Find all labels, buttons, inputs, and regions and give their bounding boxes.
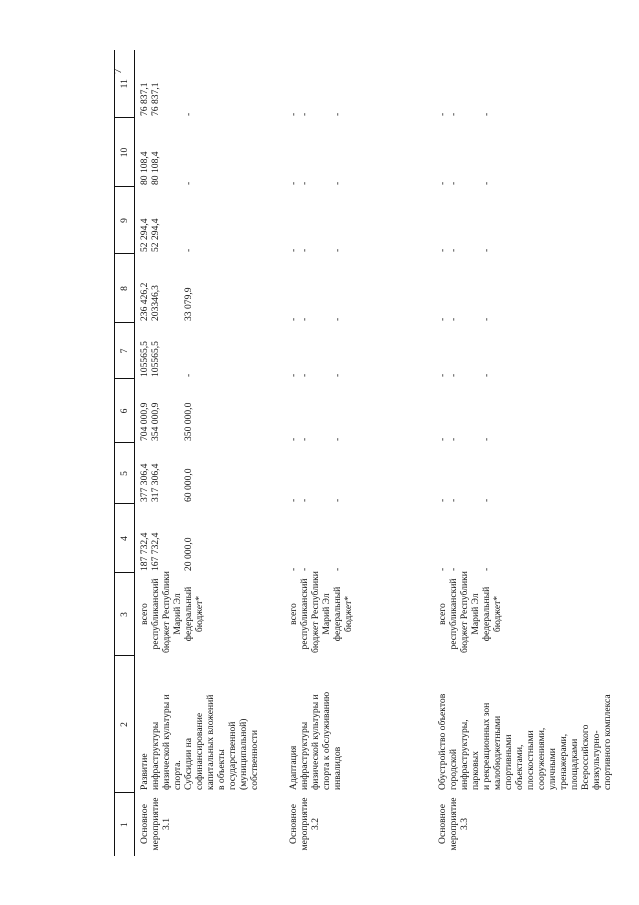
cell-line: - bbox=[332, 437, 344, 441]
cell-line: - bbox=[332, 181, 344, 185]
value-col-5 bbox=[284, 443, 433, 504]
cell-line: государственной bbox=[227, 721, 239, 790]
cell-line: - bbox=[299, 437, 311, 441]
cell-line: - bbox=[183, 373, 195, 377]
cell-line: всего bbox=[288, 603, 299, 625]
cell-line: 187 732,4 bbox=[139, 532, 150, 571]
cell-line: - bbox=[481, 373, 493, 377]
cell-line: Марий Эл bbox=[470, 593, 482, 635]
cell-line: - bbox=[448, 373, 460, 377]
cell-line: Основное bbox=[139, 804, 150, 844]
value-col-8 bbox=[135, 254, 285, 323]
cell-line: республиканский bbox=[448, 578, 460, 650]
cell-line: (муниципальной) bbox=[238, 718, 250, 790]
cell-line: объектами, bbox=[514, 744, 526, 790]
value-col-7 bbox=[135, 323, 285, 379]
cell-line: федеральный bbox=[183, 586, 195, 642]
activity-name bbox=[284, 793, 433, 856]
cell-line: 236 426,2 bbox=[139, 282, 150, 321]
cell-line: малобюджетными bbox=[492, 715, 504, 790]
cell-line: 60 000,0 bbox=[183, 468, 195, 502]
cell-line: - bbox=[288, 373, 299, 377]
cell-line: - bbox=[437, 248, 448, 252]
value-col-11 bbox=[284, 50, 433, 118]
column-header-10: 10 bbox=[115, 118, 135, 187]
cell-line: 80 108,4 bbox=[150, 151, 162, 185]
value-col-9 bbox=[433, 187, 614, 254]
cell-line: 3.1 bbox=[161, 818, 173, 830]
value-col-6 bbox=[135, 379, 285, 443]
cell-line: федеральный bbox=[332, 586, 344, 642]
cell-line: - bbox=[481, 248, 493, 252]
cell-line: 704 000,9 bbox=[139, 402, 150, 441]
table-row bbox=[433, 50, 614, 856]
cell-line: - bbox=[437, 567, 448, 571]
cell-line: - bbox=[437, 437, 448, 441]
cell-line: всего bbox=[437, 603, 448, 625]
value-col-7 bbox=[284, 323, 433, 379]
table-header bbox=[115, 50, 135, 856]
cell-line: тренажерами, bbox=[558, 733, 570, 790]
cell-line: - bbox=[481, 112, 493, 116]
cell-line: - bbox=[332, 567, 344, 571]
cell-line: - bbox=[437, 181, 448, 185]
cell-line: спортивного комплекса bbox=[602, 694, 614, 790]
cell-line: - bbox=[288, 181, 299, 185]
column-header-9: 9 bbox=[115, 187, 135, 254]
value-col-9 bbox=[284, 187, 433, 254]
value-col-10 bbox=[433, 118, 614, 187]
cell-line: 377 306,4 bbox=[139, 463, 150, 502]
cell-line: Адаптация bbox=[288, 745, 299, 790]
cell-line: - bbox=[332, 112, 344, 116]
cell-line: - bbox=[437, 112, 448, 116]
cell-line: - bbox=[448, 498, 460, 502]
cell-line: физической культуры и bbox=[161, 694, 173, 790]
cell-line: - bbox=[183, 248, 195, 252]
cell-line: республиканский bbox=[299, 578, 311, 650]
cell-line: Субсидии на bbox=[183, 737, 195, 790]
cell-line: - bbox=[288, 248, 299, 252]
cell-line: - bbox=[299, 112, 311, 116]
budget-table-rotated bbox=[114, 50, 639, 856]
cell-line: 76 837,1 bbox=[150, 82, 162, 116]
column-header-2: 2 bbox=[115, 656, 135, 793]
value-col-8 bbox=[433, 254, 614, 323]
value-col-9 bbox=[135, 187, 285, 254]
cell-line: физкультурно- bbox=[591, 730, 603, 790]
cell-line: 3.3 bbox=[459, 818, 471, 830]
cell-line: - bbox=[288, 437, 299, 441]
cell-line: в объекты bbox=[216, 749, 228, 790]
cell-line: софинансирование bbox=[194, 712, 206, 790]
column-header-8: 8 bbox=[115, 254, 135, 323]
cell-line: - bbox=[481, 437, 493, 441]
cell-line: и рекреационных зон bbox=[481, 702, 493, 790]
activity-name bbox=[433, 793, 614, 856]
cell-line: - bbox=[288, 317, 299, 321]
cell-line: 76 837,1 bbox=[139, 82, 150, 116]
cell-line: - bbox=[332, 317, 344, 321]
cell-line: - bbox=[183, 112, 195, 116]
cell-line: 20 000,0 bbox=[183, 537, 195, 571]
cell-line: 317 306,4 bbox=[150, 463, 162, 502]
cell-line: - bbox=[448, 112, 460, 116]
value-col-5 bbox=[135, 443, 285, 504]
cell-line: инфраструктуры bbox=[299, 721, 311, 790]
value-col-11 bbox=[433, 50, 614, 118]
table-row bbox=[135, 50, 285, 856]
value-col-4 bbox=[433, 504, 614, 573]
activity-name bbox=[135, 793, 285, 856]
activity-description bbox=[433, 656, 614, 793]
budget-table bbox=[114, 50, 614, 856]
value-col-5 bbox=[433, 443, 614, 504]
cell-line: - bbox=[288, 567, 299, 571]
cell-line: мероприятие bbox=[448, 797, 460, 851]
value-col-8 bbox=[284, 254, 433, 323]
cell-line: - bbox=[448, 181, 460, 185]
cell-line: спортивными bbox=[503, 734, 515, 790]
cell-line: - bbox=[299, 181, 311, 185]
value-col-6 bbox=[433, 379, 614, 443]
cell-line: мероприятие bbox=[299, 797, 311, 851]
cell-line: городской bbox=[448, 748, 460, 790]
cell-line: 354 000,9 bbox=[150, 402, 162, 441]
funding-source bbox=[433, 573, 614, 656]
value-col-10 bbox=[284, 118, 433, 187]
page-number: 7 bbox=[112, 68, 124, 74]
cell-line: спорта к обслуживанию bbox=[321, 691, 333, 790]
cell-line: инвалидов bbox=[332, 746, 344, 790]
cell-line: - bbox=[183, 181, 195, 185]
cell-line: физической культуры и bbox=[310, 694, 322, 790]
activity-description bbox=[284, 656, 433, 793]
cell-line: Марий Эл bbox=[172, 593, 184, 635]
cell-line: - bbox=[481, 567, 493, 571]
cell-line: инфраструктуры bbox=[150, 721, 162, 790]
cell-line: 80 108,4 bbox=[139, 151, 150, 185]
cell-line: всего bbox=[139, 603, 150, 625]
cell-line: плоскостными bbox=[525, 730, 537, 790]
cell-line: - bbox=[299, 317, 311, 321]
column-header-4: 4 bbox=[115, 504, 135, 573]
cell-line: - bbox=[332, 373, 344, 377]
table-row bbox=[284, 50, 433, 856]
column-header-3: 3 bbox=[115, 573, 135, 656]
cell-line: сооружениями, bbox=[536, 727, 548, 790]
column-header-7: 7 bbox=[115, 323, 135, 379]
funding-source bbox=[284, 573, 433, 656]
cell-line: Основное bbox=[288, 804, 299, 844]
cell-line: 52 294,4 bbox=[139, 218, 150, 252]
cell-line: Развитие bbox=[139, 753, 150, 790]
cell-line: 33 079,9 bbox=[183, 287, 195, 321]
cell-line: - bbox=[299, 498, 311, 502]
cell-line: федеральный bbox=[481, 586, 493, 642]
cell-line: 167 732,4 bbox=[150, 532, 162, 571]
cell-line: республиканский bbox=[150, 578, 162, 650]
column-header-11: 11 bbox=[115, 50, 135, 118]
cell-line: 105565,5 bbox=[150, 341, 162, 377]
cell-line: мероприятие bbox=[150, 797, 162, 851]
cell-line: 3.2 bbox=[310, 818, 322, 830]
cell-line: - bbox=[288, 112, 299, 116]
cell-line: спорта. bbox=[172, 760, 184, 790]
cell-line: - bbox=[448, 437, 460, 441]
cell-line: - bbox=[448, 567, 460, 571]
cell-line: - bbox=[332, 248, 344, 252]
cell-line: 203346,3 bbox=[150, 285, 162, 321]
cell-line: 52 294,4 bbox=[150, 218, 162, 252]
cell-line: Обустройство объектов bbox=[437, 693, 448, 790]
cell-line: бюджет* bbox=[492, 595, 504, 633]
cell-line: Марий Эл bbox=[321, 593, 333, 635]
cell-line: уличными bbox=[547, 748, 559, 790]
value-col-4 bbox=[284, 504, 433, 573]
cell-line: - bbox=[448, 317, 460, 321]
cell-line: Основное bbox=[437, 804, 448, 844]
cell-line: - bbox=[481, 317, 493, 321]
cell-line: бюджет Республики bbox=[310, 571, 322, 653]
funding-source bbox=[135, 573, 285, 656]
cell-line: площадками bbox=[569, 738, 581, 790]
column-header-6: 6 bbox=[115, 379, 135, 443]
cell-line: - bbox=[288, 498, 299, 502]
cell-line: - bbox=[448, 248, 460, 252]
column-header-1: 1 bbox=[115, 793, 135, 856]
cell-line: - bbox=[481, 181, 493, 185]
cell-line: 105565,5 bbox=[139, 341, 150, 377]
cell-line: - bbox=[299, 373, 311, 377]
activity-description bbox=[135, 656, 285, 793]
value-col-4 bbox=[135, 504, 285, 573]
value-col-10 bbox=[135, 118, 285, 187]
cell-line: 350 000,0 bbox=[183, 402, 195, 441]
cell-line: - bbox=[437, 317, 448, 321]
cell-line: - bbox=[299, 567, 311, 571]
cell-line: парковых bbox=[470, 751, 482, 790]
value-col-11 bbox=[135, 50, 285, 118]
value-col-6 bbox=[284, 379, 433, 443]
cell-line: - bbox=[481, 498, 493, 502]
cell-line: бюджет Республики bbox=[161, 571, 173, 653]
column-header-5: 5 bbox=[115, 443, 135, 504]
cell-line: - bbox=[299, 248, 311, 252]
cell-line: бюджет Республики bbox=[459, 571, 471, 653]
cell-line: - bbox=[332, 498, 344, 502]
cell-line: бюджет* bbox=[343, 595, 355, 633]
cell-line: Всероссийского bbox=[580, 724, 592, 790]
cell-line: инфраструктуры, bbox=[459, 719, 471, 790]
cell-line: капитальных вложений bbox=[205, 694, 217, 790]
cell-line: - bbox=[437, 498, 448, 502]
cell-line: бюджет* bbox=[194, 595, 206, 633]
cell-line: - bbox=[437, 373, 448, 377]
cell-line: собственности bbox=[249, 729, 261, 790]
value-col-7 bbox=[433, 323, 614, 379]
